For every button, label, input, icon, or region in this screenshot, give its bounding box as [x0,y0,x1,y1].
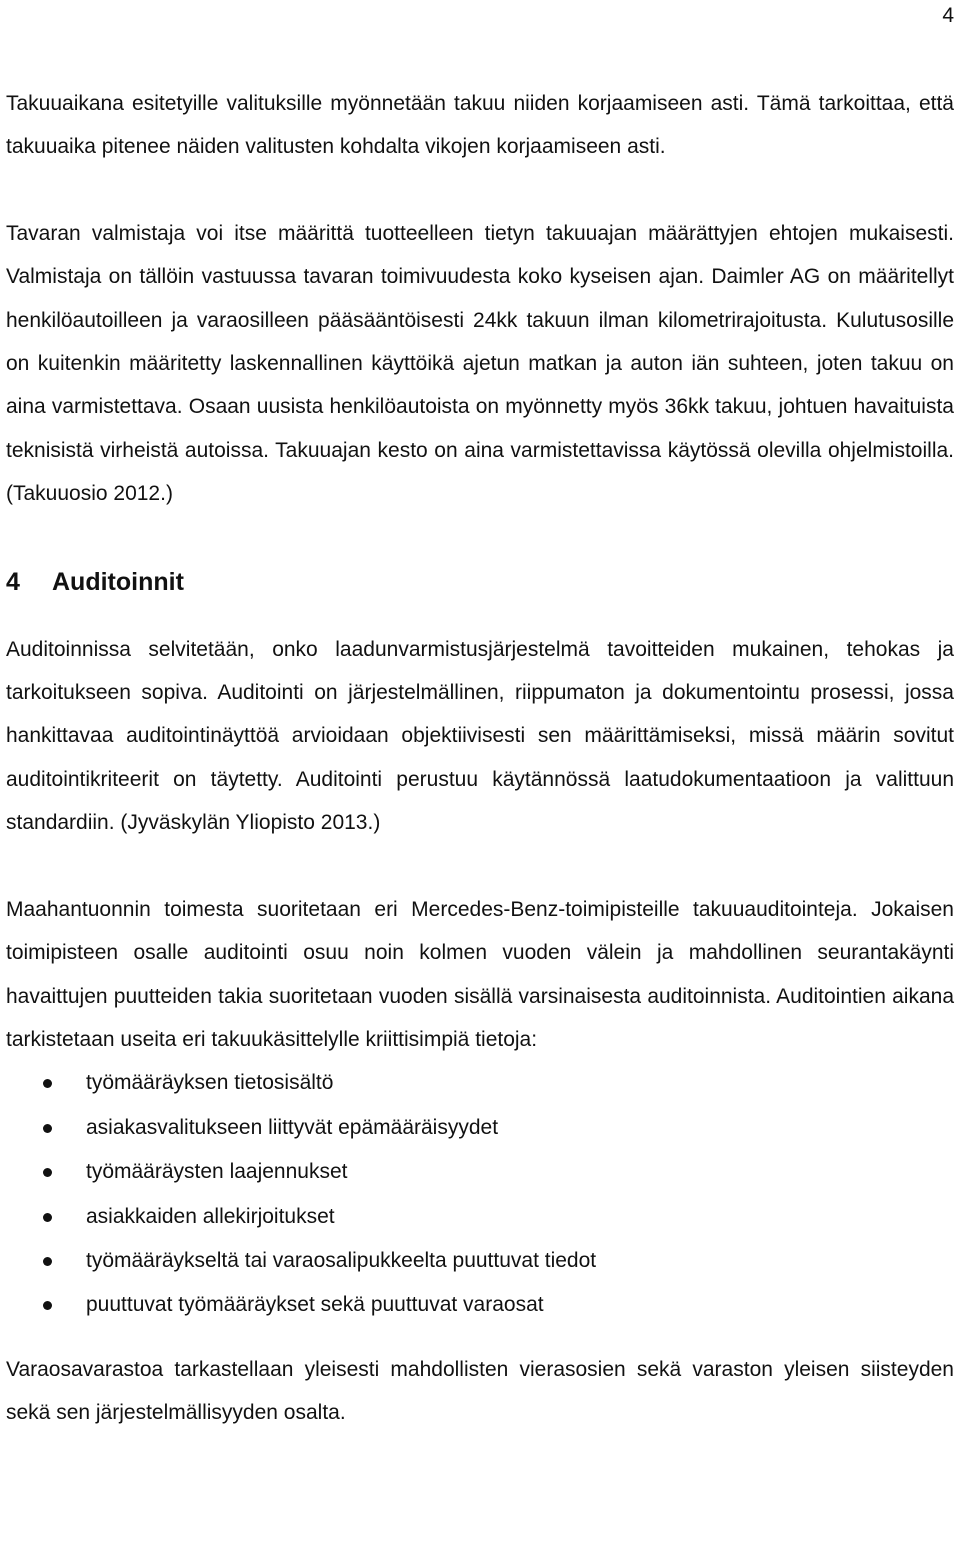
section-heading [6,556,954,608]
bullet-icon [43,1168,52,1177]
section-title: Auditoinnit [52,567,184,596]
bullet-icon [43,1079,52,1088]
paragraph-parts-warehouse: Varaosavarastoa tarkastellaan yleisesti mahdollisten vierasosien sekä varaston yleisen siisteyden sekä sen järjestelmällisyyden osalta. [6,1357,954,1425]
list-item [6,1106,954,1150]
list-item-text: asiakkaiden allekirjoitukset [86,1204,335,1228]
list-item-text: puuttuvat työmääräykset sekä puuttuvat varaosat [86,1293,544,1317]
paragraph-auditing-definition: Auditoinnissa selvitetään, onko laadunvarmistusjärjestelmä tavoitteiden mukainen, tehokas ja tarkoitukseen sopiva. Auditointi on järjestelmällinen, riippumaton ja dokumentointu prosessi, jossa hankittavaa auditointinäyttöä arvioidaan objektiivisesti sen määrittämiseksi, missä määrin sovitut auditointikriteerit on täytetty. Auditointi perustuu käytännössä laatudokumentaatioon ja valittuun standardiin. (Jyväskylän Yliopisto 2013.) [6,637,954,835]
list-item [6,1061,954,1105]
section-number: 4 [6,567,20,596]
paragraph-warranty-complaints: Takuuaikana esitetyille valituksille myönnetään takuu niiden korjaamiseen asti. Tämä tarkoittaa, että takuuaika pitenee näiden valitusten kohdalta vikojen korjaamiseen asti. [6,92,954,159]
bullet-icon [43,1124,52,1133]
bullet-icon [43,1301,52,1310]
list-item [6,1195,954,1239]
list-item [6,1150,954,1194]
list-item-text: työmääräykseltä tai varaosalipukkeelta puuttuvat tiedot [86,1248,597,1272]
bullet-icon [43,1257,52,1266]
list-item [6,1283,954,1327]
audit-checklist [6,1061,954,1327]
list-item-text: asiakasvalitukseen liittyvät epämääräisyydet [86,1115,499,1139]
list-item-text: työmääräyksen tietosisältö [86,1071,334,1095]
paragraph-manufacturer-warranty: Tavaran valmistaja voi itse määrittä tuotteelleen tietyn takuuajan määrättyjen ehtojen mukaisesti. Valmistaja on tällöin vastuussa tavaran toimivuudesta koko kyseisen ajan. Daimler AG on määritellyt henkilöautoilleen ja varaosilleen pääsääntöisesti 24kk takuun ilman kilometrirajoitusta. Kulutusosille on kuitenkin määritetty laskennallinen käyttöikä ajetun matkan ja auton iän suhteen, joten takuu on aina varmistettava. Osaan uusista henkilöautoista on myönnetty myös 36kk takuu, johtuen havaituista teknisistä virheistä autoissa. Takuuajan kesto on aina varmistettavissa käytössä olevilla ohjelmistoilla. (Takuuosio 2012.) [6,221,954,506]
paragraph-warranty-audits: Maahantuonnin toimesta suoritetaan eri Mercedes-Benz-toimipisteille takuuauditointeja. Jokaisen toimipisteen osalle auditointi osuu noin kolmen vuoden välein ja mahdollinen seurantakäynti havaittujen puutteiden takia suoritetaan vuoden sisällä varsinaisesta auditoinnista. Auditointien aikana tarkistetaan useita eri takuukäsittelylle kriittisimpiä tietoja: [6,897,954,1051]
document-body [6,82,954,1435]
bullet-icon [43,1213,52,1222]
list-item [6,1239,954,1283]
page-number: 4 [942,4,954,27]
list-item-text: työmääräysten laajennukset [86,1160,348,1184]
